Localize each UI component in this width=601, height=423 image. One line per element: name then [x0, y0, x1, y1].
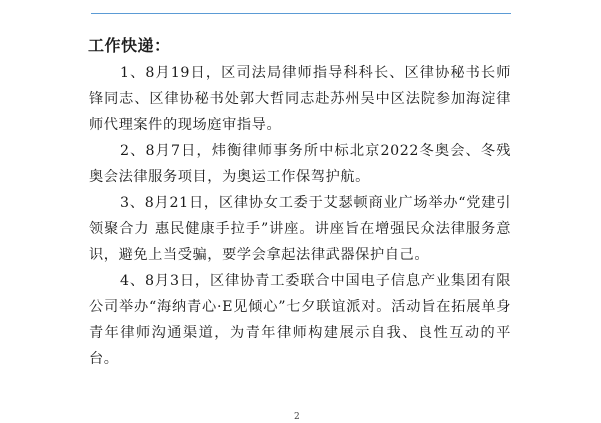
news-item-2: 2、8月7日，炜衡律师事务所中标北京2022冬奥会、冬残奥会法律服务项目，为奥运工作保驾护航。 — [89, 143, 511, 185]
news-item-1: 1、8月19日，区司法局律师指导科科长、区律协秘书长师锋同志、区律协秘书处郭大哲同志赴苏州吴中区法院参加海淀律师代理案件的现场庭审指导。 — [89, 65, 511, 133]
news-item-3: 3、8月21日，区律协女工委于艾瑟顿商业广场举办“党建引领聚合力 惠民健康手拉手”讲座。讲座旨在增强民众法律服务意识，避免上当受骗，要学会拿起法律武器保护自己。 — [89, 195, 511, 263]
page-number: 2 — [294, 412, 300, 422]
news-item-4: 4、8月3日，区律协青工委联合中国电子信息产业集团有限公司举办“海纳青心·E见倾心”七夕联谊派对。活动旨在拓展单身青年律师沟通渠道，为青年律师构建展示自我、良性互动的平台。 — [89, 273, 511, 367]
news-list — [89, 60, 511, 372]
section-heading: 工作快递： — [88, 36, 171, 55]
header-rule — [91, 13, 511, 14]
